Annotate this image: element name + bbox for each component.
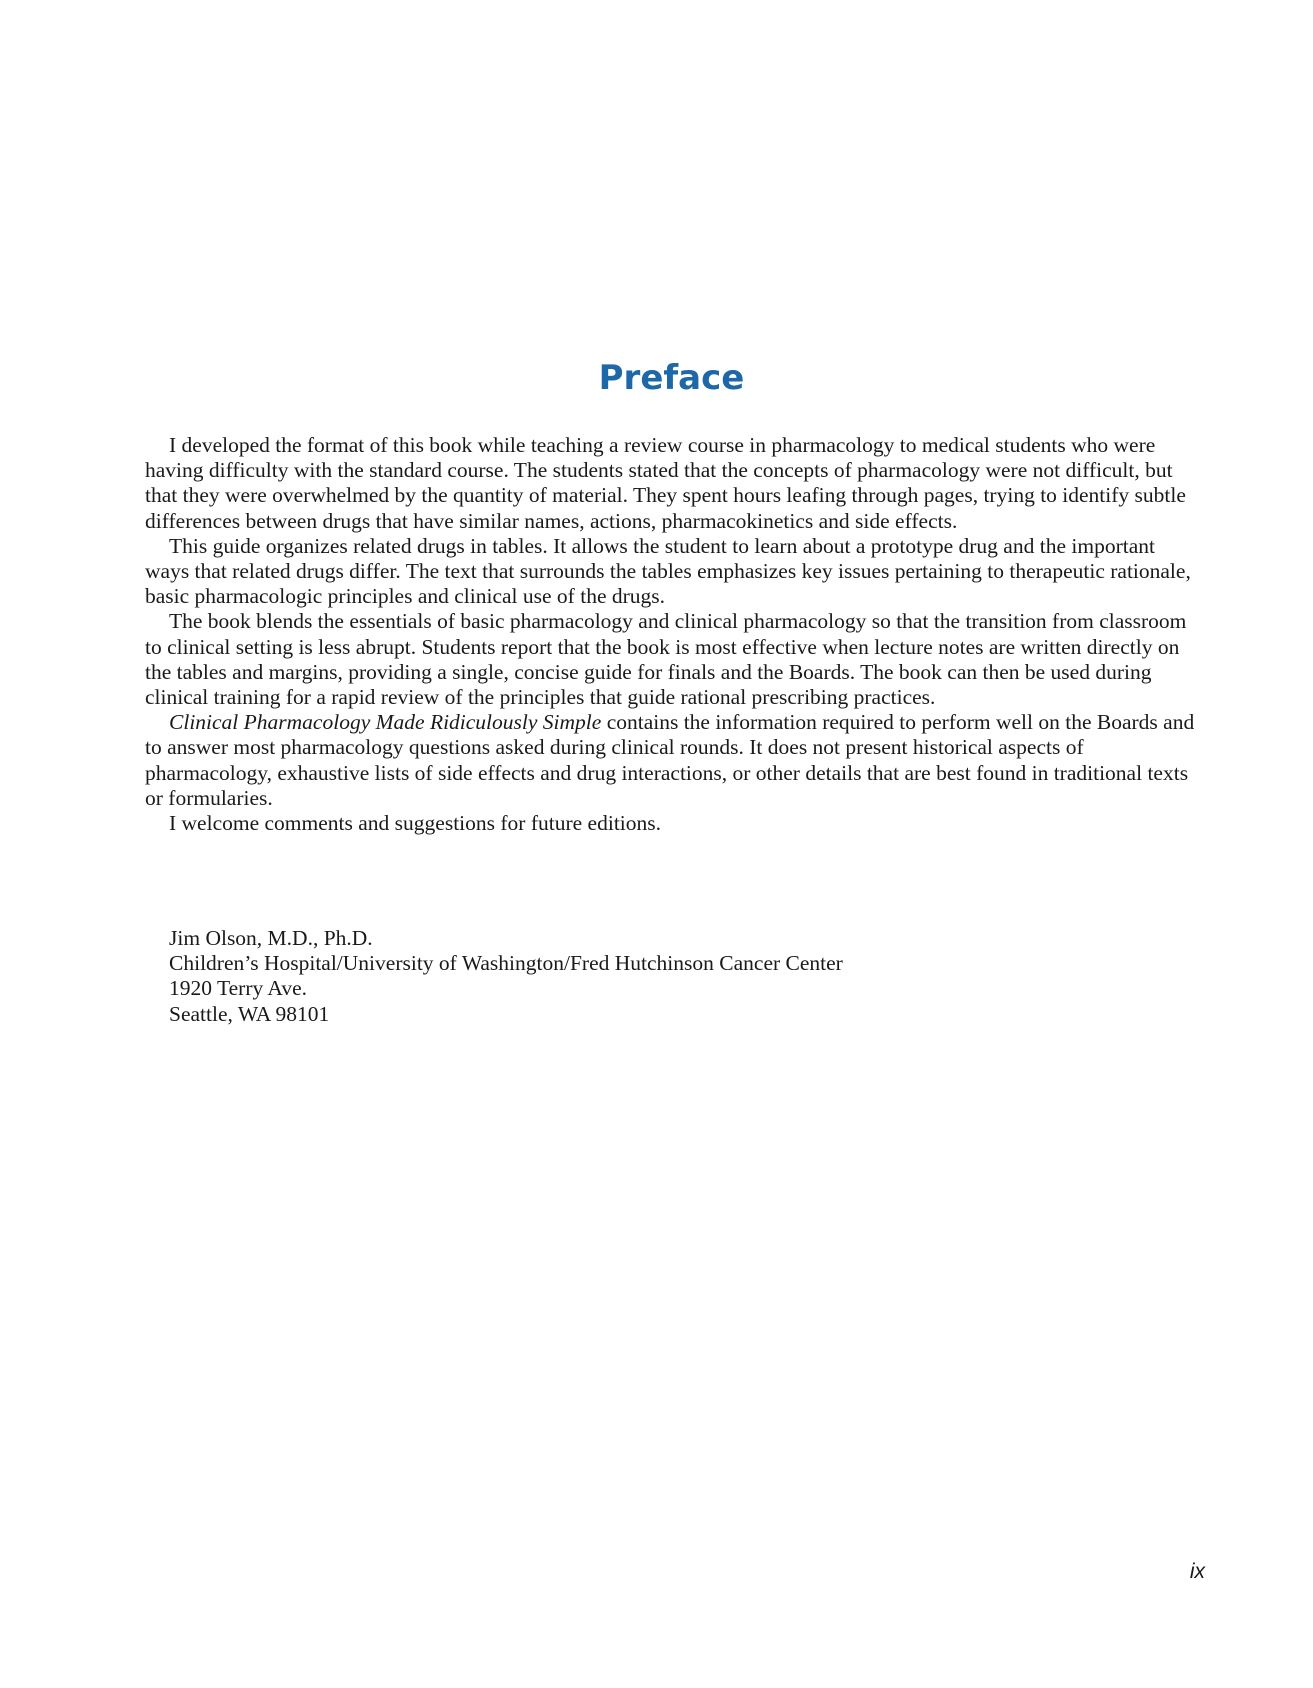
author-name: Jim Olson, M.D., Ph.D. [169, 926, 373, 950]
signature-block [169, 926, 843, 1027]
paragraph-5: I welcome comments and suggestions for future editions. [169, 811, 662, 836]
author-affiliation: Children’s Hospital/University of Washington/Fred Hutchinson Cancer Center [169, 951, 843, 976]
preface-body [145, 433, 1195, 836]
page-number: ix [1189, 1560, 1205, 1583]
paragraph-4 [145, 710, 1195, 811]
address-city: Seattle, WA 98101 [169, 1001, 330, 1026]
address-street: 1920 Terry Ave. [169, 976, 308, 1001]
book-title: Clinical Pharmacology Made Ridiculously Simple [169, 710, 602, 735]
paragraph-3: The book blends the essentials of basic pharmacology and clinical pharmacology so that the transition from classroom to clinical setting is less abrupt. Students report that the book is most effective when lecture notes are written directly on the tables and margins, providing a single, concise guide for finals and the Boards. The book can then be used during clinical training for a rapid review of the principles that guide rational prescribing practices. [145, 609, 1187, 710]
paragraph-2: This guide organizes related drugs in tables. It allows the student to learn about a prototype drug and the important ways that related drugs differ. The text that surrounds the tables emphasizes key issues pertaining to therapeutic rationale, basic pharmacologic principles and clinical use of the drugs. [145, 533, 1191, 609]
page-title: Preface [598, 358, 745, 398]
paragraph-1: I developed the format of this book while teaching a review course in pharmacology to medical students who were having difficulty with the standard course. The students stated that the concepts of pharmacology were not difficult, but that they were overwhelmed by the quantity of material. They spent hours leafing through pages, trying to identify subtle differences between drugs that have similar names, actions, pharmacokinetics and side effects. [145, 433, 1186, 533]
paragraph-4-text: contains the information required to perform well on the Boards and to answer most pharmacology questions asked during clinical rounds. It does not present historical aspects of pharmacology, exhaustive lists of side effects and drug interactions, or other details that are best found in traditional texts or formularies. [145, 710, 1195, 810]
